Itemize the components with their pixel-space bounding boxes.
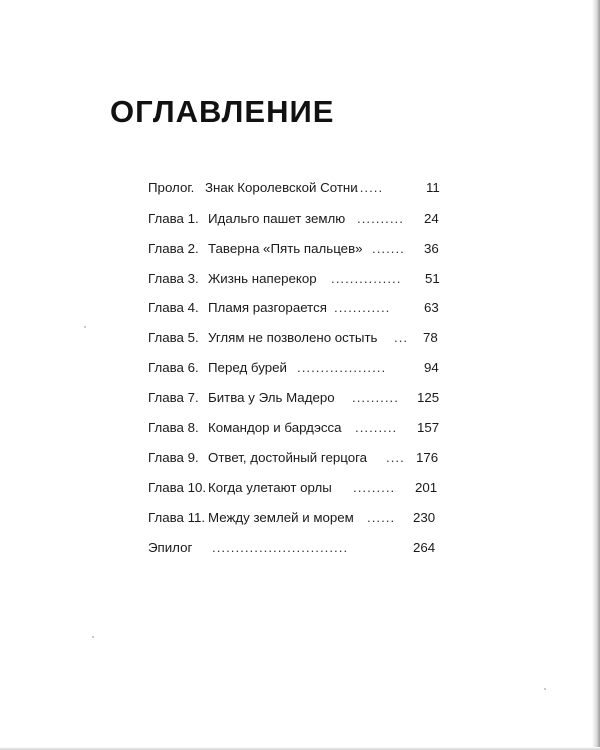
toc-entry-title: Идальго пашет землю [208,211,346,226]
toc-entry-label: Глава 6. [148,360,199,375]
toc-leader-dots: ...... [355,180,384,195]
toc-leader-dots: ......... [353,480,396,495]
toc-page-number: 24 [424,211,439,226]
toc-leader-dots: ....... [372,241,405,256]
toc-page-number: 11 [426,180,440,195]
toc-page-number: 157 [417,420,440,435]
toc-entry-title: Пламя разгорается [208,300,327,315]
toc-leader-dots: .......... [357,211,404,226]
toc-leader-dots: .... [386,450,405,465]
toc-entry-chapter-11[interactable] [0,508,600,528]
toc-entry-title: Между землей и морем [208,510,354,525]
toc-leader-dots: ................... [297,360,387,375]
toc-page-number: 176 [416,450,439,465]
toc-entry-prologue[interactable] [0,178,600,198]
toc-entry-label: Глава 4. [148,300,199,315]
toc-entry-title: Командор и бардэсса [208,420,342,435]
toc-page-number: 264 [413,540,436,555]
toc-entry-title: Жизнь наперекор [208,271,317,286]
toc-entry-title: Таверна «Пять пальцев» [208,241,363,256]
paper-speck [544,688,546,690]
toc-entry-chapter-1[interactable] [0,209,600,229]
toc-entry-label: Пролог. [148,180,195,195]
toc-leader-dots: ............ [334,300,391,315]
toc-page-number: 36 [424,241,439,256]
toc-entry-chapter-10[interactable] [0,478,600,498]
toc-entry-title: Перед бурей [208,360,287,375]
toc-entry-chapter-6[interactable] [0,358,600,378]
toc-entry-label: Глава 10. [148,480,207,495]
toc-entry-label: Глава 8. [148,420,199,435]
toc-leader-dots: ............................. [212,540,349,555]
page-title: ОГЛАВЛЕНИЕ [110,94,335,129]
toc-page-number: 78 [423,330,438,345]
toc-leader-dots: ............... [331,271,402,286]
toc-page-number: 230 [413,510,436,525]
toc-entry-title: Углям не позволено остыть [208,330,378,345]
toc-page-number: 51 [425,271,440,286]
toc-page-number: 94 [424,360,439,375]
toc-entry-label: Глава 3. [148,271,199,286]
toc-entry-label: Глава 5. [148,330,199,345]
toc-entry-chapter-5[interactable] [0,328,600,348]
toc-entry-label: Глава 2. [148,241,199,256]
toc-entry-label: Глава 7. [148,390,199,405]
toc-page-number: 201 [415,480,438,495]
toc-leader-dots: ... [394,330,409,345]
toc-entry-label: Глава 11. [148,510,206,525]
toc-entry-label: Эпилог [148,540,193,555]
toc-leader-dots: ......... [355,420,398,435]
paper-speck [92,636,94,638]
toc-entry-label: Глава 9. [148,450,199,465]
toc-entry-epilogue[interactable] [0,538,600,558]
toc-entry-title: Ответ, достойный герцога [208,450,368,465]
toc-leader-dots: .......... [352,390,399,405]
toc-entry-chapter-4[interactable] [0,298,600,318]
toc-entry-chapter-8[interactable] [0,418,600,438]
toc-entry-label: Глава 1. [148,211,199,226]
toc-entry-chapter-3[interactable] [0,269,600,289]
toc-page-number: 125 [417,390,440,405]
toc-leader-dots: ...... [367,510,396,525]
toc-page-number: 63 [424,300,439,315]
toc-entry-title: Знак Королевской Сотни [205,180,358,195]
toc-entry-chapter-7[interactable] [0,388,600,408]
toc-entry-title: Битва у Эль Мадеро [208,390,335,405]
toc-entry-chapter-2[interactable] [0,239,600,259]
paper-speck [84,326,86,328]
toc-entry-chapter-9[interactable] [0,448,600,468]
toc-entry-title: Когда улетают орлы [208,480,332,495]
